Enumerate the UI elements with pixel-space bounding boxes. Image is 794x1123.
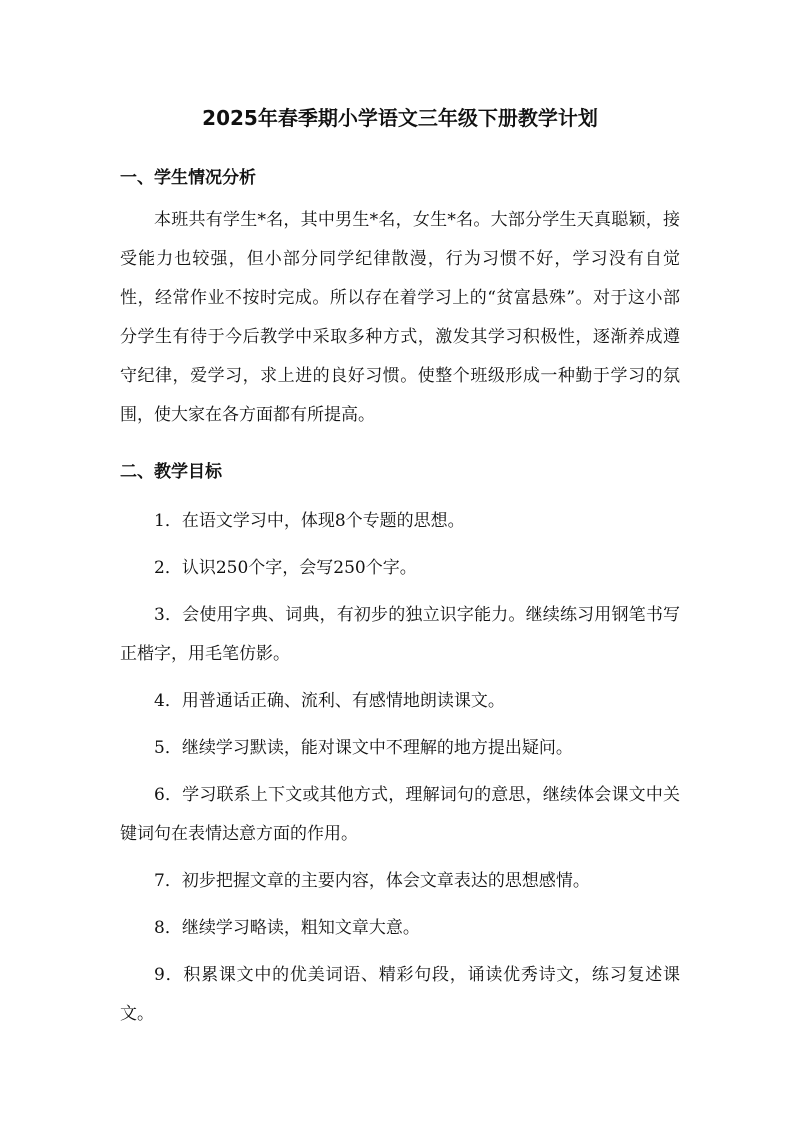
section-heading-teaching-goals: 二、教学目标 bbox=[120, 462, 222, 482]
list-item: 3．会使用字典、词典，有初步的独立识字能力。继续练习用钢笔书写正楷字，用毛笔仿影。 bbox=[120, 605, 680, 664]
list-item: 8．继续学习略读，粗知文章大意。 bbox=[154, 918, 420, 938]
section-heading-student-analysis: 一、学生情况分析 bbox=[120, 168, 256, 188]
list-item: 5．继续学习默读，能对课文中不理解的地方提出疑问。 bbox=[154, 738, 573, 758]
page-title: 2025年春季期小学语文三年级下册教学计划 bbox=[202, 106, 598, 130]
list-item: 2．认识250个字，会写250个字。 bbox=[154, 558, 417, 578]
teaching-goals-list bbox=[120, 502, 680, 1042]
list-item: 7．初步把握文章的主要内容，体会文章表达的思想感情。 bbox=[154, 871, 590, 891]
list-item: 4．用普通话正确、流利、有感情地朗读课文。 bbox=[154, 691, 505, 711]
list-item: 1．在语文学习中，体现8个专题的思想。 bbox=[154, 511, 465, 531]
student-analysis-paragraph: 本班共有学生*名，其中男生*名，女生*名。大部分学生天真聪颖，接受能力也较强，但小部分同学纪律散漫，行为习惯不好，学习没有自觉性，经常作业不按时完成。所以存在着学习上的“贫富悬殊”。对于这小部分学生有待于今后教学中采取多种方式，激发其学习积极性，逐渐养成遵守纪律，爱学习，求上进的良好习惯。使整个班级形成一种勤于学习的氛围，使大家在各方面都有所提高。 bbox=[120, 210, 680, 425]
list-item: 9．积累课文中的优美词语、精彩句段，诵读优秀诗文，练习复述课文。 bbox=[120, 965, 680, 1024]
list-item: 6．学习联系上下文或其他方式，理解词句的意思，继续体会课文中关键词句在表情达意方面的作用。 bbox=[120, 785, 680, 844]
